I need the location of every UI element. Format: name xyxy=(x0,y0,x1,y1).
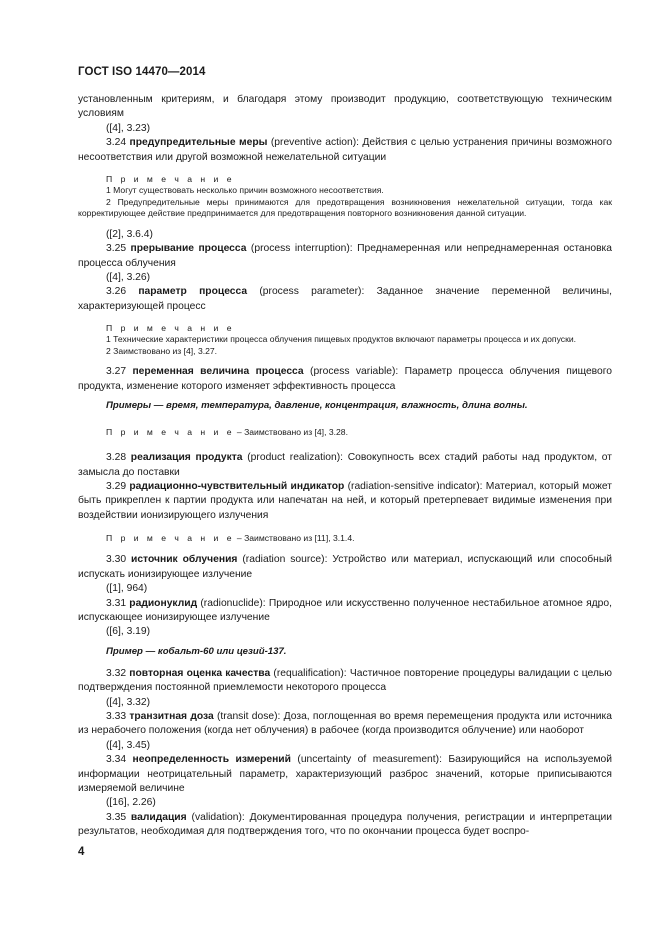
note-label: П р и м е ч а н и е xyxy=(106,533,235,544)
definition-term: валидация xyxy=(130,811,187,823)
definition-text: (product realization): Совокупность всех стадий работы над продуктом, от замысла до поставки xyxy=(78,452,613,478)
definition-term: предупредительные меры xyxy=(129,137,268,149)
reference: ([4], 3.26) xyxy=(106,272,151,284)
definition-3-28 xyxy=(78,451,612,480)
definition-number: 3.29 xyxy=(106,481,130,493)
definition-3-29 xyxy=(78,480,612,523)
definition-term: неопределенность измерений xyxy=(132,754,291,766)
reference: ([4], 3.45) xyxy=(106,739,151,751)
note-title: П р и м е ч а н и е xyxy=(106,174,235,185)
definition-3-34 xyxy=(78,753,612,796)
reference: ([4], 3.23) xyxy=(106,122,151,134)
definition-term: прерывание процесса xyxy=(130,243,247,255)
page-number: 4 xyxy=(78,846,85,858)
definition-3-33 xyxy=(78,710,612,739)
definition-number: 3.27 xyxy=(106,366,133,378)
definition-term: параметр процесса xyxy=(138,286,248,298)
inline-note xyxy=(78,531,612,545)
definition-number: 3.33 xyxy=(106,710,130,722)
note-text: – Заимствовано из [4], 3.28. xyxy=(234,427,348,438)
definition-term: радиационно-чувствительный индикатор xyxy=(129,481,345,493)
definition-number: 3.28 xyxy=(106,452,131,464)
definition-text: (requalification): Частичное повторение процедуры валидации с целью подтверждения постоянной приемлемости некоторого процесса xyxy=(78,667,612,694)
definition-number: 3.34 xyxy=(106,754,133,766)
definition-3-35 xyxy=(78,811,612,840)
definition-3-32 xyxy=(78,667,612,696)
definition-text: (uncertainty of measurement): Базирующийся на используемой информации неотрицательный параметр, характеризующий разброс значений, которые приписываются измеряемой величине xyxy=(78,754,613,794)
definition-number: 3.26 xyxy=(106,286,139,298)
reference: ([1], 964) xyxy=(106,583,148,595)
note-item: 2 Заимствовано из [4], 3.27. xyxy=(106,345,218,356)
definition-term: переменная величина процесса xyxy=(132,366,304,378)
example: Примеры — время, температура, давление, концентрация, влажность, длина волны. xyxy=(106,400,528,412)
definition-text: (radionuclide): Природное или искусственно полученное нестабильное атомное ядро, испускающее ионизирующее излучение xyxy=(78,597,612,623)
definition-3-30 xyxy=(78,553,612,582)
reference: ([6], 3.19) xyxy=(106,626,151,638)
definition-term: транзитная доза xyxy=(129,710,214,722)
definition-text: (process variable): Параметр процесса облучения пищевого продукта, изменение которого изменяет эффективность процесса xyxy=(78,366,613,392)
definition-term: реализация продукта xyxy=(130,452,243,464)
definition-term: повторная оценка качества xyxy=(129,667,271,679)
definition-number: 3.35 xyxy=(106,811,131,823)
definition-text: (process interruption): Преднамеренная или непреднамеренная остановка процесса облучения xyxy=(78,243,612,269)
definition-number: 3.31 xyxy=(106,597,130,609)
definition-3-27 xyxy=(78,365,612,394)
definition-text: (radiation source): Устройство или материал, испускающий или способный испускать ионизирующее излучение xyxy=(78,554,613,580)
note-title: П р и м е ч а н и е xyxy=(106,323,235,334)
definition-text: (process parameter): Заданное значение переменной величины, характеризующей процесс xyxy=(78,286,613,312)
definition-3-26 xyxy=(78,285,612,314)
note-text: – Заимствовано из [11], 3.1.4. xyxy=(234,533,355,544)
definition-3-24 xyxy=(78,136,612,165)
definition-text: (radiation-sensitive indicator): Материал, который может быть прикреплен к партии продукта или напечатан на ней, и который претерпевает видимые изменения при воздействии ионизирующего излучения xyxy=(78,481,612,521)
definition-3-31 xyxy=(78,597,612,626)
definition-term: радионуклид xyxy=(129,597,198,609)
definition-term: источник облучения xyxy=(131,554,238,566)
definition-number: 3.25 xyxy=(106,243,131,255)
definition-3-25 xyxy=(78,242,612,271)
document-header: ГОСТ ISO 14470—2014 xyxy=(78,66,206,78)
example: Пример — кобальт-60 или цезий-137. xyxy=(106,645,287,657)
reference: ([4], 3.32) xyxy=(106,696,151,708)
definition-number: 3.24 xyxy=(106,137,130,149)
reference: ([2], 3.6.4) xyxy=(106,228,153,240)
definition-number: 3.32 xyxy=(106,667,130,679)
note-item: 1 Технические характеристики процесса облучения пищевых продуктов включают параметры процесса и их допуски. xyxy=(106,334,577,345)
definition-text: (preventive action): Действия с целью устранения причины возможного несоответствия или другой возможной нежелательной ситуации xyxy=(78,137,612,163)
paragraph: установленным критериям, и благодаря этому производит продукцию, соответствующую техническим условиям xyxy=(78,94,612,120)
definition-text: (validation): Документированная процедура получения, регистрации и интерпретации результатов, необходимая для подтверждения того, что по окончании процесса будет воспро- xyxy=(78,811,612,838)
definition-number: 3.30 xyxy=(106,554,131,566)
reference: ([16], 2.26) xyxy=(106,797,156,809)
inline-note xyxy=(78,425,612,439)
definition-text: (transit dose): Доза, поглощенная во время перемещения продукта или источника из нерабочего положения (когда нет облучения) в рабочее (когда производится облучение) или наоборот xyxy=(78,710,613,737)
note-label: П р и м е ч а н и е xyxy=(106,427,235,438)
document-body xyxy=(78,93,612,840)
note-item: 1 Могут существовать несколько причин возможного несоответствия. xyxy=(106,185,384,196)
note-item: 2 Предупредительные меры принимаются для предотвращения возникновения нежелательной ситуации, тогда как корректирующее действие предпринимается для предотвращения повторного возникновения данной ситуации. xyxy=(78,196,612,219)
